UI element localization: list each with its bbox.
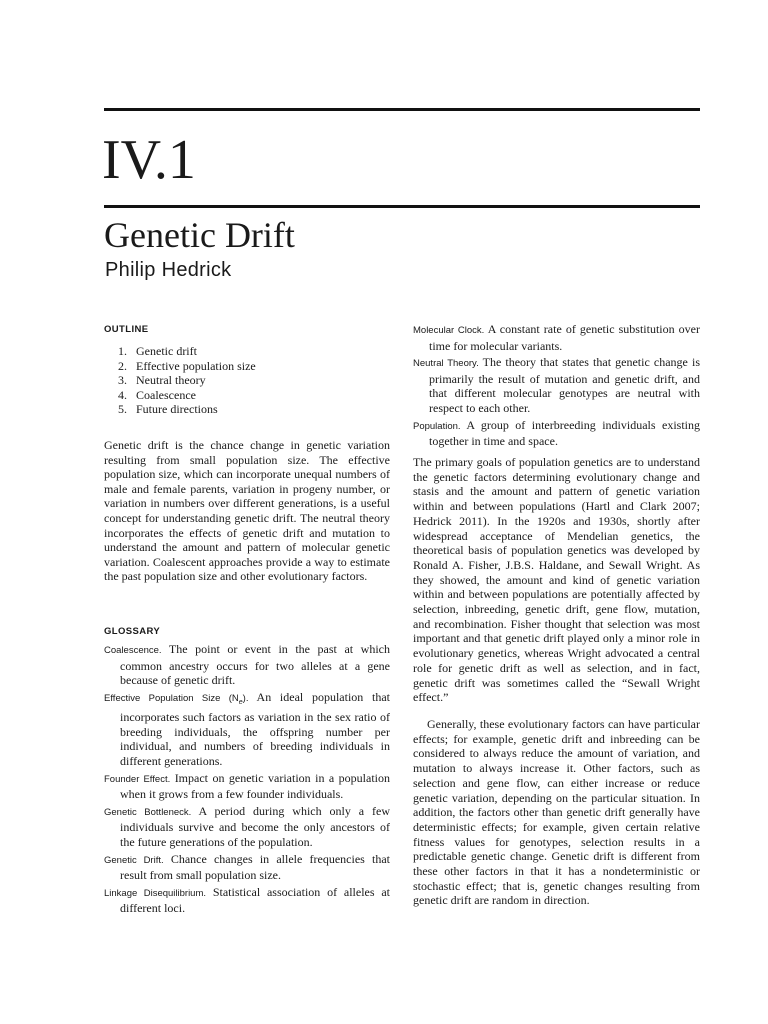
glossary-left [104, 642, 390, 918]
glossary-entry: Neutral Theory. The theory that states that genetic change is primarily the result of mutation and genetic drift, and that different molecular genotypes are neutral with respect to each other. [413, 355, 701, 415]
glossary-entry: Coalescence. The point or event in the past at which common ancestry occurs for two alleles at a gene because of genetic drift. [104, 642, 390, 688]
glossary-term: Linkage Disequilibrium. [104, 887, 207, 899]
chapter-number: IV.1 [102, 129, 196, 191]
outline-item: 3. Neutral theory [118, 373, 206, 387]
glossary-term: Effective Population Size $(N_e)$. [104, 692, 249, 706]
glossary-entry: Linkage Disequilibrium. Statistical association of alleles at different loci. [104, 884, 391, 916]
outline-item: 2. Effective population size [118, 358, 256, 373]
glossary-heading: GLOSSARY [104, 626, 161, 637]
top-rule [104, 108, 700, 111]
glossary-term: Coalescence. [104, 645, 162, 656]
glossary-term: Genetic Bottleneck. [104, 806, 192, 818]
glossary-term: Founder Effect. [104, 773, 171, 785]
glossary-term: Molecular Clock. [413, 325, 485, 336]
outline-list [118, 344, 256, 417]
glossary-entry: Molecular Clock. A constant rate of genetic substitution over time for molecular variants. [413, 322, 701, 353]
glossary-entry: Founder Effect. Impact on genetic variation in a population when it grows from a few founder individuals. [104, 770, 390, 802]
glossary-right [413, 322, 700, 451]
glossary-entry: Population. A group of interbreeding individuals existing together in time and space. [413, 417, 700, 449]
glossary-entry: Genetic Drift. Chance changes in allele frequencies that result from small population size. [104, 851, 390, 883]
author-name: Philip Hedrick [105, 259, 232, 281]
chapter-title: Genetic Drift [104, 215, 295, 255]
outline-item: 4. Coalescence [118, 387, 196, 402]
title-rule [104, 205, 700, 208]
glossary-term: Population. [413, 420, 461, 432]
glossary-term: Genetic Drift. [104, 854, 164, 866]
abstract-paragraph: Genetic drift is the chance change in genetic variation resulting from small population size. The effective population size, which can incorporate unequal numbers of male and female parents, variation in progeny number, or variation in numbers over different generations, is a useful concept for understanding genetic drift. The neutral theory incorporates the effects of genetic drift and mutation to understand the amount and pattern of molecular genetic variation. Coalescent approaches provide a way to estimate the past population size and other evolutionary factors. [104, 438, 390, 584]
outline-item: 5. Future directions [118, 402, 218, 416]
glossary-entry: Genetic Bottleneck. A period during which only a few individuals survive and become the only ancestors of the future generations of the population. [104, 803, 390, 850]
body-paragraph-1: The primary goals of population genetics are to understand the genetic factors determining evolutionary change and stasis and the amount and pattern of genetic variation within and between populations (Hartl and Clark 2007; Hedrick 2011). In the 1920s and 1930s, shortly after widespread acceptance of Mendelian genetics, the theoretical basis of population genetics was developed by Ronald A. Fisher, J.B.S. Haldane, and Sewall Wright. As they showed, the amount and kind of genetic variation within and between populations are potentially affected by selection, inbreeding, genetic drift, gene flow, mutation, and recombination. Fisher thought that selection was most important and that genetic drift played only a minor role in evolutionary genetics, whereas Wright advocated a central role for genetic drift as well as selection, and in fact, genetic drift was sometimes called the “Sewall Wright effect.” [413, 455, 700, 705]
outline-item: 1. Genetic drift [118, 344, 197, 358]
outline-heading: OUTLINE [104, 324, 149, 335]
body-paragraph-2: Generally, these evolutionary factors can have particular effects; for example, genetic drift and inbreeding can be considered to always reduce the amount of variation, and mutation to always increase it. Other factors, such as selection and gene flow, can either increase or reduce genetic variation, depending on the particular situation. In addition, the factors other than genetic drift generally have deterministic effects; for example, given certain relative fitness values for genotypes, selection results in a predictable genetic change. Genetic drift is different from these other factors in that it has a nondeterministic or stochastic effect; that is, genetic changes resulting from genetic drift are random in direction. [413, 717, 700, 908]
glossary-entry: Effective Population Size $(N_e)$. An ideal population that incorporates such factors as variation in the sex ratio of breeding individuals, the offspring number per individual, and numbers of breeding individuals in different generations. [104, 689, 390, 769]
glossary-term: Neutral Theory. [413, 358, 479, 370]
